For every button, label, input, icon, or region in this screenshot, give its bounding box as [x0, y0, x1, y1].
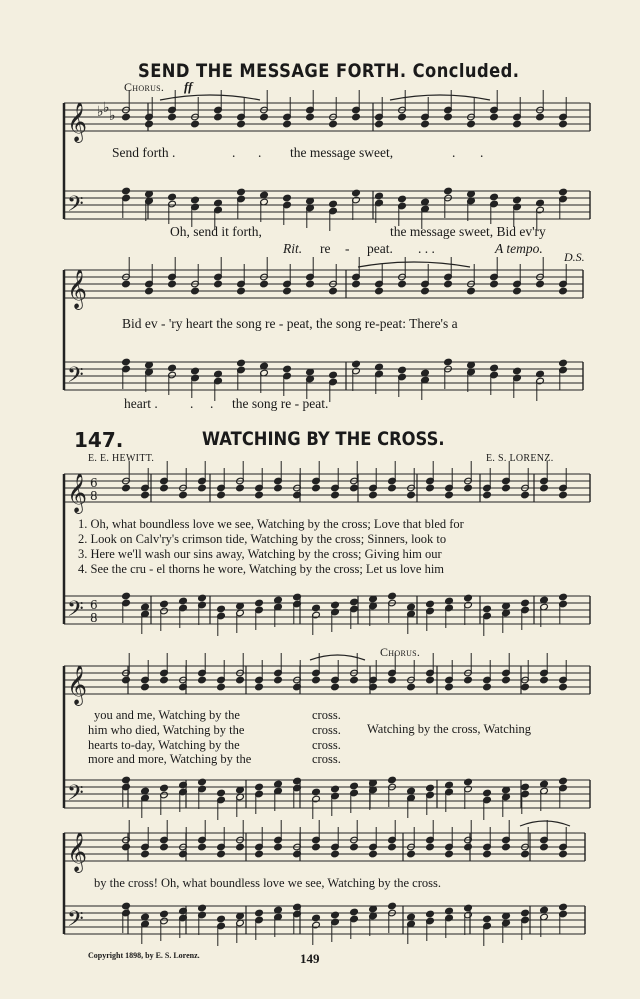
- note-head: [521, 783, 530, 791]
- note-head: [407, 683, 416, 691]
- note-head: [398, 113, 407, 121]
- time-sig-bottom: 8: [90, 611, 98, 625]
- note-head: [426, 484, 435, 492]
- note-head: [350, 676, 359, 684]
- note-head: [237, 287, 246, 295]
- note-head: [464, 778, 473, 786]
- flat-icon: ♭: [109, 108, 116, 124]
- bass-clef-icon: 𝄢: [67, 192, 84, 222]
- note-head: [312, 788, 321, 796]
- note-head: [274, 843, 283, 851]
- note-head: [421, 287, 430, 295]
- note-head: [217, 789, 226, 797]
- note-head: [540, 484, 549, 492]
- note-head: [375, 287, 384, 295]
- treble-clef-icon: 𝄞: [67, 832, 88, 872]
- author-credit: E. E. HEWITT.: [88, 453, 155, 464]
- note-head: [217, 850, 226, 858]
- note-head: [237, 188, 246, 196]
- note-head: [168, 364, 177, 372]
- note-head: [444, 113, 453, 121]
- note-head: [160, 676, 169, 684]
- note-head: [559, 491, 568, 499]
- note-head: [331, 850, 340, 858]
- note-head: [214, 199, 223, 207]
- lyric-send-forth: Send forth .: [112, 145, 176, 160]
- lyric-heart: heart .: [124, 396, 158, 411]
- note-head: [398, 195, 407, 203]
- note-head: [536, 113, 545, 121]
- note-head: [331, 911, 340, 919]
- lyric-dot: .: [452, 145, 456, 160]
- note-head: [191, 120, 200, 128]
- note-head: [352, 360, 361, 368]
- verse-2-line-2: him who died, Watching by the: [88, 723, 245, 737]
- note-head: [444, 187, 453, 195]
- note-head: [145, 120, 154, 128]
- note-head: [350, 484, 359, 492]
- note-head: [483, 789, 492, 797]
- lyric-message-sweet: the message sweet,: [290, 145, 394, 160]
- note-head: [160, 784, 169, 792]
- note-head: [521, 599, 530, 607]
- verse-4-line-1: 4. See the cru - el thorns he wore, Watching by the cross; Let us love him: [78, 562, 445, 576]
- note-head: [312, 843, 321, 851]
- note-head: [483, 850, 492, 858]
- note-head: [122, 484, 131, 492]
- bass-clef-icon: 𝄢: [67, 907, 84, 937]
- note-head: [329, 200, 338, 208]
- note-head: [179, 491, 188, 499]
- note-head: [375, 363, 384, 371]
- rit-direction: Rit.: [283, 241, 303, 256]
- note-head: [559, 359, 568, 367]
- note-head: [122, 592, 131, 600]
- page-number: 149: [300, 951, 320, 966]
- note-head: [260, 280, 269, 288]
- note-head: [559, 120, 568, 128]
- time-sig-top: 6: [90, 476, 98, 490]
- note-head: [122, 358, 131, 366]
- note-head: [198, 904, 207, 912]
- note-head: [350, 782, 359, 790]
- bass-clef-icon: 𝄢: [67, 597, 84, 627]
- chorus-label: Chorus.: [124, 80, 165, 94]
- note-head: [388, 484, 397, 492]
- treble-clef-icon: 𝄞: [67, 102, 88, 142]
- note-head: [214, 280, 223, 288]
- note-head: [398, 366, 407, 374]
- note-head: [464, 904, 473, 912]
- note-head: [388, 592, 397, 600]
- note-head: [521, 909, 530, 917]
- note-head: [312, 604, 321, 612]
- cross-word: cross.: [312, 752, 341, 766]
- note-head: [329, 371, 338, 379]
- note-head: [483, 491, 492, 499]
- note-head: [255, 599, 264, 607]
- note-head: [369, 850, 378, 858]
- note-head: [122, 776, 131, 784]
- note-head: [214, 113, 223, 121]
- note-head: [513, 120, 522, 128]
- note-head: [426, 600, 435, 608]
- note-head: [274, 484, 283, 492]
- note-head: [421, 120, 430, 128]
- note-head: [426, 843, 435, 851]
- flat-icon: ♭: [97, 104, 104, 120]
- note-head: [329, 287, 338, 295]
- note-head: [168, 193, 177, 201]
- hymn-number: 147.: [74, 428, 124, 452]
- note-head: [160, 484, 169, 492]
- cross-word: cross.: [312, 708, 341, 722]
- note-head: [521, 683, 530, 691]
- note-head: [490, 193, 499, 201]
- lyric-dot: .: [258, 145, 262, 160]
- note-head: [312, 484, 321, 492]
- tie: [520, 821, 570, 826]
- chorus-lyric-2: by the cross! Oh, what boundless love we see, Watching by the cross.: [94, 876, 441, 890]
- note-head: [198, 843, 207, 851]
- note-head: [198, 484, 207, 492]
- lyric-bid-every-heart: Bid ev - 'ry heart the song re - peat, the song re-peat: There's a: [122, 316, 458, 331]
- bass-clef-icon: 𝄢: [67, 363, 84, 393]
- note-head: [513, 287, 522, 295]
- flat-icon: ♭: [103, 100, 110, 116]
- note-head: [536, 199, 545, 207]
- note-head: [369, 491, 378, 499]
- lyric-bid-every: the message sweet, Bid ev'ry: [390, 224, 546, 239]
- song-title: [138, 60, 519, 82]
- note-head: [407, 491, 416, 499]
- note-head: [388, 902, 397, 910]
- note-head: [352, 189, 361, 197]
- note-head: [464, 676, 473, 684]
- note-head: [502, 676, 511, 684]
- note-head: [141, 850, 150, 858]
- note-head: [312, 914, 321, 922]
- note-head: [122, 843, 131, 851]
- note-head: [502, 843, 511, 851]
- note-head: [237, 120, 246, 128]
- note-head: [236, 676, 245, 684]
- note-head: [559, 777, 568, 785]
- note-head: [350, 843, 359, 851]
- note-head: [306, 113, 315, 121]
- verse-3-line-2: hearts to-day, Watching by the: [88, 738, 240, 752]
- note-head: [145, 287, 154, 295]
- note-head: [122, 187, 131, 195]
- lyric-dot: .: [232, 145, 236, 160]
- note-head: [350, 908, 359, 916]
- verse-2-line-1: 2. Look on Calv'ry's crimson tide, Watching by the cross; Sinners, look to: [78, 532, 447, 546]
- note-head: [513, 367, 522, 375]
- note-head: [160, 910, 169, 918]
- note-head: [191, 367, 200, 375]
- note-head: [407, 850, 416, 858]
- note-head: [490, 280, 499, 288]
- note-head: [467, 120, 476, 128]
- note-head: [490, 364, 499, 372]
- note-head: [540, 843, 549, 851]
- verse-1-line-2: you and me, Watching by the: [94, 708, 240, 722]
- song-title-text: SEND THE MESSAGE FORTH.: [138, 60, 407, 82]
- note-head: [388, 776, 397, 784]
- note-head: [283, 365, 292, 373]
- note-head: [236, 843, 245, 851]
- note-head: [540, 676, 549, 684]
- note-head: [536, 370, 545, 378]
- note-head: [521, 850, 530, 858]
- note-head: [445, 907, 454, 915]
- lyric-dots: . . .: [418, 241, 435, 256]
- note-head: [331, 785, 340, 793]
- note-head: [255, 683, 264, 691]
- note-head: [217, 605, 226, 613]
- note-head: [559, 683, 568, 691]
- note-head: [426, 784, 435, 792]
- note-head: [306, 280, 315, 288]
- note-head: [352, 113, 361, 121]
- note-head: [445, 850, 454, 858]
- treble-clef-icon: 𝄞: [67, 473, 88, 513]
- note-head: [375, 192, 384, 200]
- treble-clef-icon: 𝄞: [67, 269, 88, 309]
- note-head: [464, 484, 473, 492]
- note-head: [160, 843, 169, 851]
- lyric-oh-send: Oh, send it forth,: [170, 224, 262, 239]
- a-tempo-direction: A tempo.: [495, 241, 543, 256]
- time-sig-bottom: 8: [90, 489, 98, 503]
- note-head: [260, 113, 269, 121]
- note-head: [283, 194, 292, 202]
- verse-4-line-2: more and more, Watching by the: [88, 752, 252, 766]
- note-head: [445, 781, 454, 789]
- cross-word: cross.: [312, 723, 341, 737]
- treble-clef-icon: 𝄞: [67, 665, 88, 705]
- note-head: [467, 287, 476, 295]
- note-head: [283, 287, 292, 295]
- cross-word: cross.: [312, 738, 341, 752]
- lyric-peat: peat.: [367, 241, 393, 256]
- note-head: [559, 593, 568, 601]
- chorus-lyric-1: Watching by the cross, Watching: [367, 722, 532, 736]
- note-head: [122, 280, 131, 288]
- note-head: [283, 120, 292, 128]
- note-head: [375, 120, 384, 128]
- note-head: [513, 196, 522, 204]
- chorus-label-2: Chorus.: [380, 645, 421, 659]
- note-head: [217, 915, 226, 923]
- note-head: [426, 910, 435, 918]
- note-head: [464, 594, 473, 602]
- note-head: [179, 597, 188, 605]
- lyric-dot: the song re - peat.: [232, 396, 329, 411]
- note-head: [217, 683, 226, 691]
- note-head: [350, 598, 359, 606]
- note-head: [274, 676, 283, 684]
- lyric-dot: .: [210, 396, 214, 411]
- lyric-re: re: [320, 241, 331, 256]
- note-head: [388, 676, 397, 684]
- note-head: [198, 594, 207, 602]
- note-head: [255, 783, 264, 791]
- verse-1-line-1: 1. Oh, what boundless love we see, Watching by the cross; Love that bled for: [78, 517, 464, 531]
- note-head: [483, 605, 492, 613]
- note-head: [141, 683, 150, 691]
- note-head: [331, 491, 340, 499]
- note-head: [331, 601, 340, 609]
- dynamic-mark: ff: [184, 79, 193, 94]
- lyric-dash: -: [345, 241, 350, 256]
- note-head: [255, 909, 264, 917]
- note-head: [168, 113, 177, 121]
- note-head: [237, 359, 246, 367]
- lyric-dot: .: [480, 145, 484, 160]
- note-head: [490, 113, 499, 121]
- note-head: [331, 683, 340, 691]
- lyric-dot: .: [190, 396, 194, 411]
- note-head: [122, 113, 131, 121]
- composer-credit: E. S. LORENZ.: [486, 453, 554, 464]
- note-head: [536, 280, 545, 288]
- note-head: [191, 287, 200, 295]
- note-head: [388, 843, 397, 851]
- note-head: [559, 903, 568, 911]
- note-head: [352, 280, 361, 288]
- note-head: [398, 280, 407, 288]
- note-head: [198, 676, 207, 684]
- note-head: [214, 370, 223, 378]
- concluded-label: Concluded.: [412, 60, 520, 82]
- note-head: [236, 484, 245, 492]
- note-head: [483, 915, 492, 923]
- tie: [358, 262, 470, 267]
- hymn-title: WATCHING BY THE CROSS.: [202, 428, 445, 450]
- note-head: [559, 188, 568, 196]
- note-head: [312, 676, 321, 684]
- verse-3-line-1: 3. Here we'll wash our sins away, Watching by the cross; Giving him our: [78, 547, 442, 561]
- note-head: [141, 491, 150, 499]
- note-head: [445, 597, 454, 605]
- note-head: [483, 683, 492, 691]
- note-head: [191, 196, 200, 204]
- note-head: [444, 280, 453, 288]
- note-head: [160, 600, 169, 608]
- note-head: [426, 676, 435, 684]
- note-head: [217, 491, 226, 499]
- note-head: [559, 850, 568, 858]
- note-head: [255, 850, 264, 858]
- time-sig-top: 6: [90, 598, 98, 612]
- note-head: [445, 491, 454, 499]
- note-head: [521, 491, 530, 499]
- note-head: [444, 358, 453, 366]
- bass-clef-icon: 𝄢: [67, 781, 84, 811]
- note-head: [122, 902, 131, 910]
- copyright-notice: Copyright 1898, by E. S. Lorenz.: [88, 951, 200, 960]
- note-head: [122, 676, 131, 684]
- note-head: [445, 683, 454, 691]
- note-head: [559, 287, 568, 295]
- note-head: [198, 778, 207, 786]
- note-head: [168, 280, 177, 288]
- note-head: [464, 843, 473, 851]
- note-head: [255, 491, 264, 499]
- ds-direction: D.S.: [564, 250, 585, 264]
- note-head: [329, 120, 338, 128]
- note-head: [502, 484, 511, 492]
